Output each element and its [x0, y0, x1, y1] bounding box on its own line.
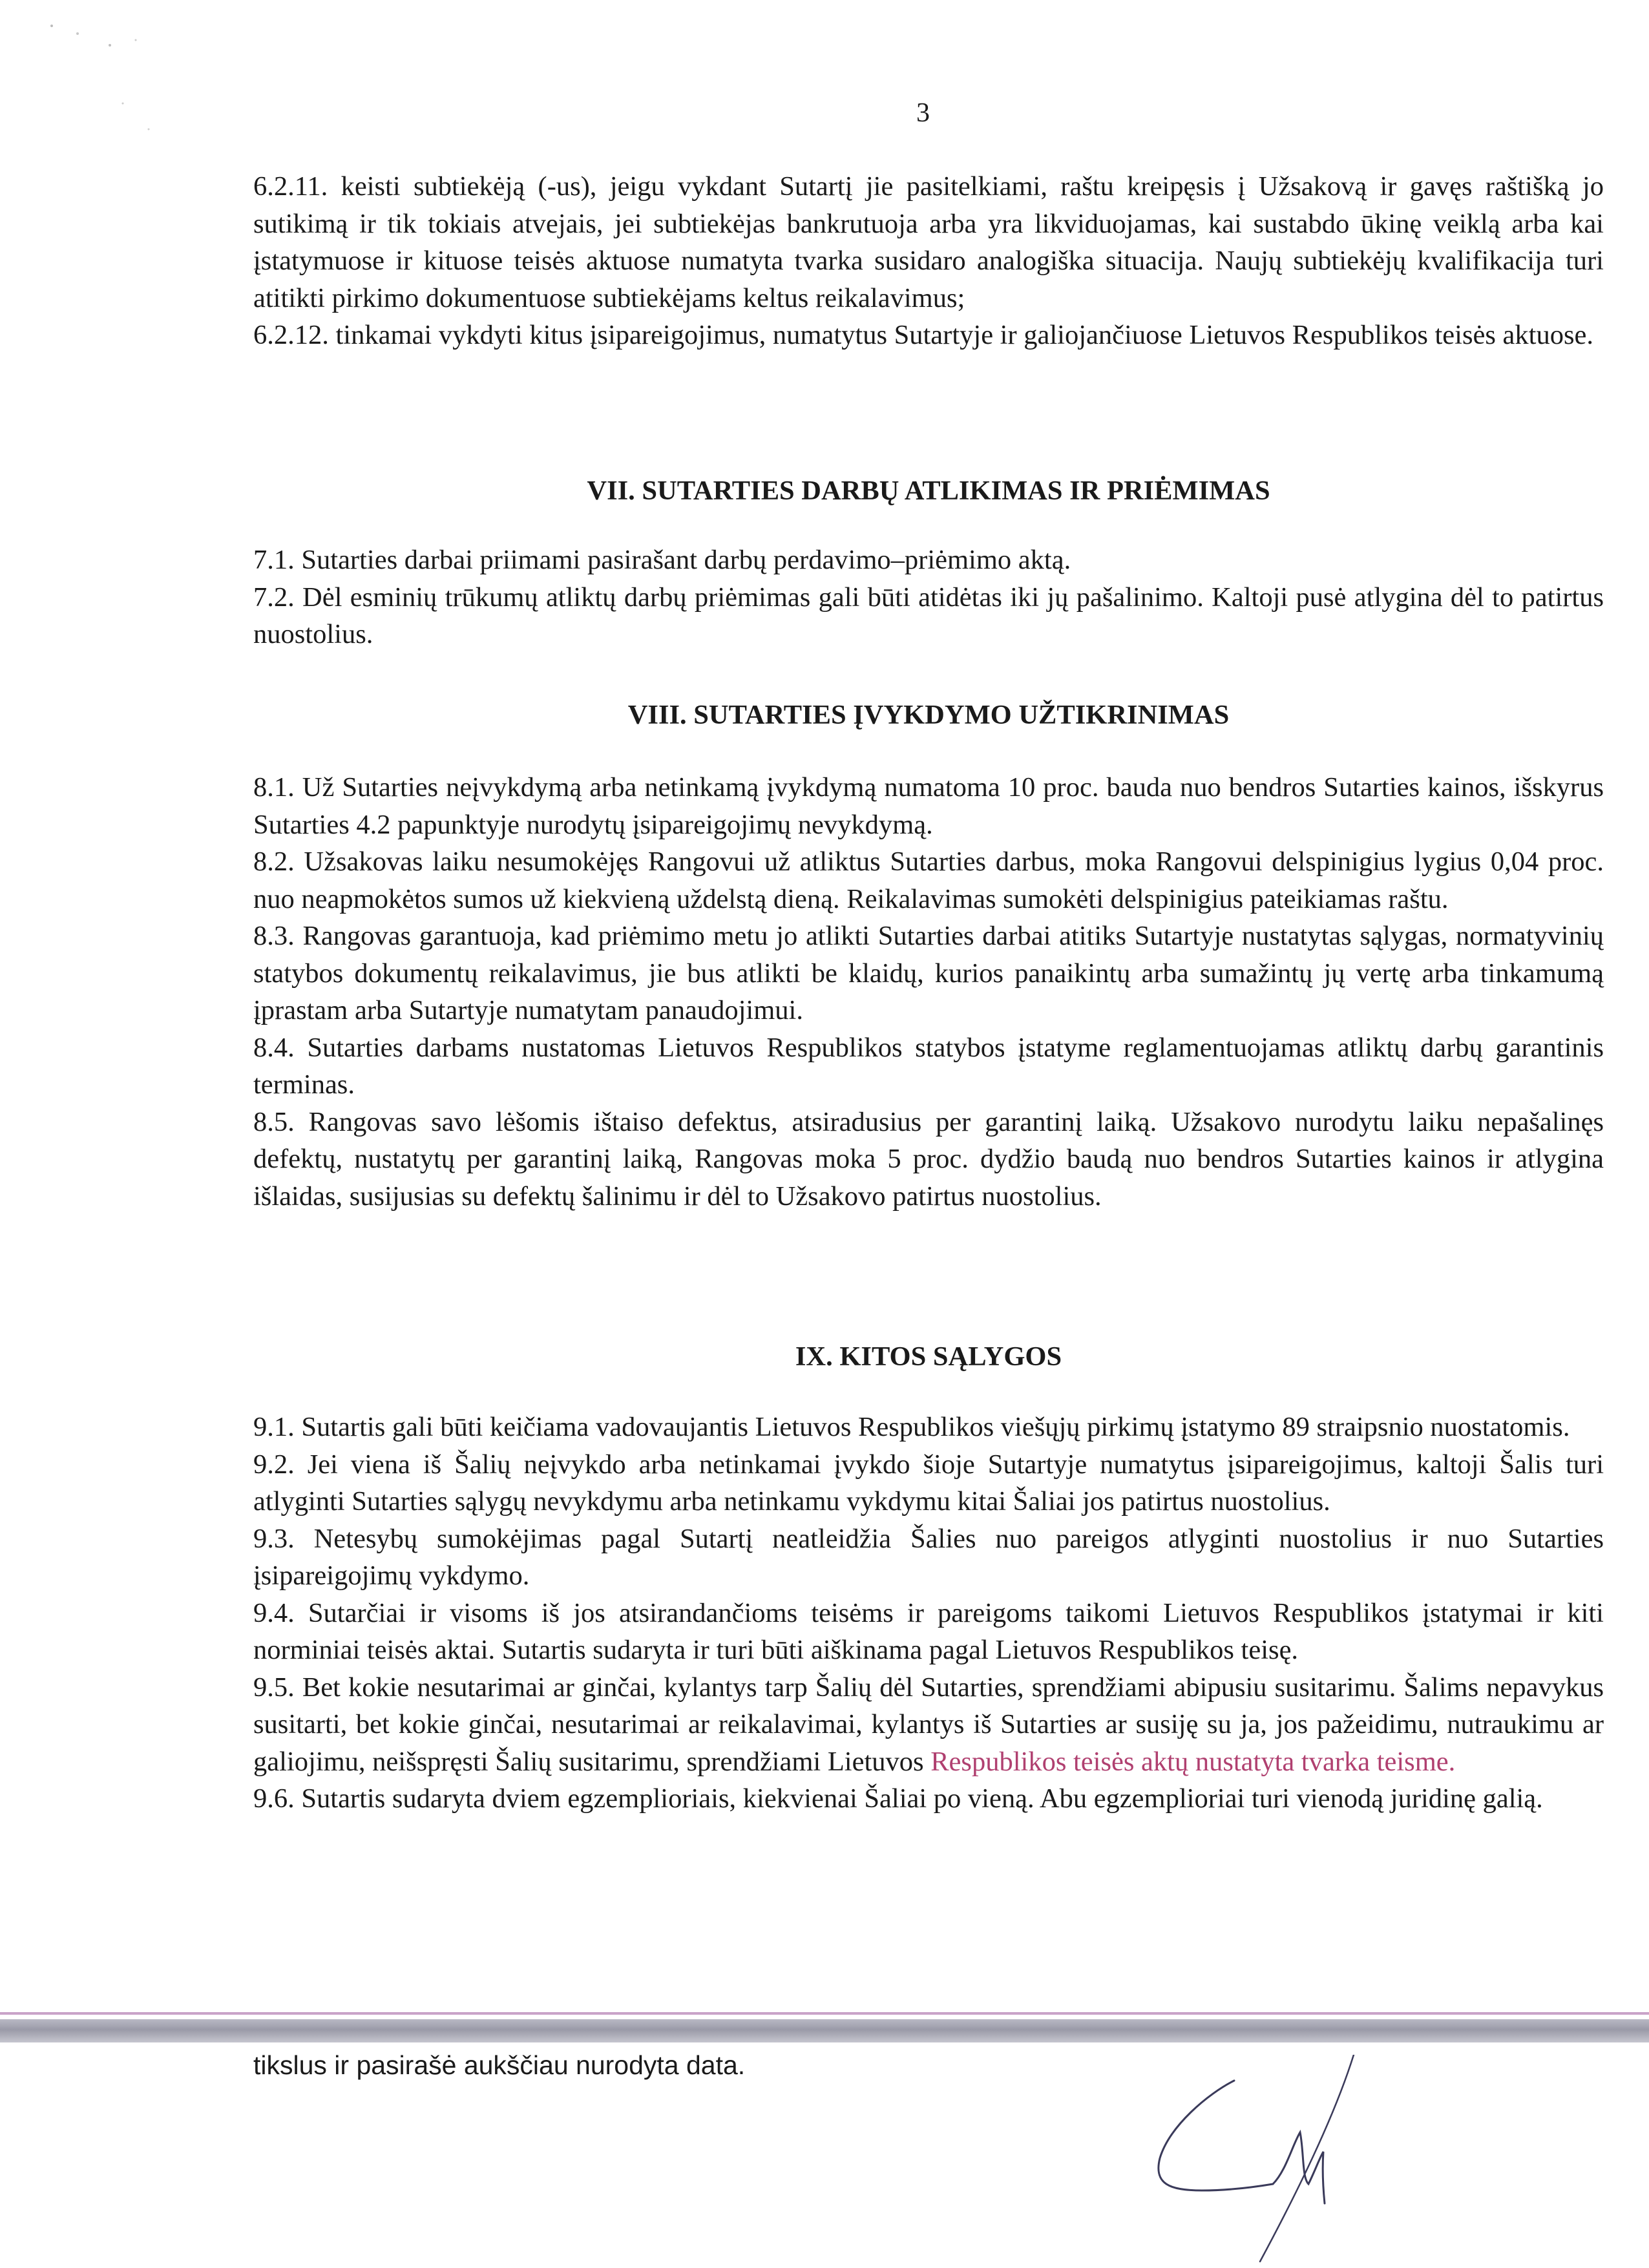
paragraph-9-3: 9.3. Netesybų sumokėjimas pagal Sutartį neatleidžia Šalies nuo pareigos atlyginti nuostolius ir nuo Sutarties įsipareigojimų vykdymo.: [253, 1523, 1604, 1591]
section-ix-heading: IX. KITOS SĄLYGOS: [795, 1341, 1062, 1372]
scan-artifact-line: [0, 2012, 1649, 2015]
paragraph-9-2: 9.2. Jei viena iš Šalių neįvykdo arba netinkamai įvykdo šioje Sutartyje numatytus įsipareigojimus, kaltoji Šalis turi atlyginti Sutarties sąlygų nevykdymu arba netinkamu vykdymu kitai Šaliai jos patirtus nuostolius.: [253, 1449, 1604, 1517]
paragraph-9-5-tail: Respublikos teisės aktų nustatyta tvarka teisme.: [930, 1746, 1456, 1777]
paragraph-8-4: 8.4. Sutarties darbams nustatomas Lietuvos Respublikos statybos įstatyme reglamentuojamas atliktų darbų garantinis terminas.: [253, 1032, 1604, 1100]
intro-block: [253, 168, 1604, 354]
section-viii-body: [253, 769, 1604, 1215]
section-ix-body: [253, 1409, 1604, 1818]
scan-speckles: [0, 0, 194, 168]
final-line: tikslus ir pasirašė aukščiau nurodyta data.: [253, 2050, 746, 2080]
paragraph-8-2: 8.2. Užsakovas laiku nesumokėjęs Rangovui už atliktus Sutarties darbus, moka Rangovui delspinigius lygius 0,04 proc. nuo neapmokėtos sumos už kiekvieną uždelstą dieną. Reikalavimas sumokėti delspinigius pateikiamas raštu.: [253, 846, 1604, 914]
paragraph-8-1: 8.1. Už Sutarties neįvykdymą arba netinkamą įvykdymą numatoma 10 proc. bauda nuo bendros Sutarties kainos, išskyrus Sutarties 4.2 papunktyje nurodytų įsipareigojimų nevykdymą.: [253, 772, 1604, 840]
paragraph-7-2: 7.2. Dėl esminių trūkumų atliktų darbų priėmimas gali būti atidėtas iki jų pašalinimo. Kaltoji pusė atlygina dėl to patirtus nuostolius.: [253, 582, 1604, 649]
paragraph-9-5-main: 9.5. Bet kokie nesutarimai ar ginčai, kylantys tarp Šalių dėl Sutarties, sprendžiami abipusiu susitarimu. Šalims nepavykus susitarti, bet kokie ginčai, nesutarimai ar reikalavimai, kylantys iš Sutarties ar susiję su ja, jos pažeidimu, nutraukimu ar galiojimu, neišspręsti Šalių susitarimu, sprendžiami Lietuvos: [253, 1672, 1604, 1777]
handwritten-signature: [1131, 2055, 1402, 2268]
section-vii-heading: VII. SUTARTIES DARBŲ ATLIKIMAS IR PRIĖMIMAS: [587, 476, 1270, 506]
paragraph-8-5: 8.5. Rangovas savo lėšomis ištaiso defektus, atsiradusius per garantinį laiką. Užsakovo nurodytu laiku nepašalinęs defektų, nustatytų per garantinį laiką, Rangovas moka 5 proc. dydžio baudą nuo bendros Sutarties kainos ir atlygina išlaidas, susijusias su defektų šalinimu ir dėl to Užsakovo patirtus nuostolius.: [253, 1106, 1604, 1212]
paragraph-9-1: 9.1. Sutartis gali būti keičiama vadovaujantis Lietuvos Respublikos viešųjų pirkimų įstatymo 89 straipsnio nuostatomis.: [253, 1412, 1570, 1442]
paragraph-7-1: 7.1. Sutarties darbai priimami pasirašant darbų perdavimo–priėmimo aktą.: [253, 545, 1071, 575]
section-viii-heading: VIII. SUTARTIES ĮVYKDYMO UŽTIKRINIMAS: [627, 700, 1230, 730]
paragraph-9-5: [253, 1669, 1604, 1781]
paragraph-6-2-12: 6.2.12. tinkamai vykdyti kitus įsipareigojimus, numatytus Sutartyje ir galiojančiuose Lietuvos Respublikos teisės aktuose.: [253, 320, 1593, 350]
section-vii-body: [253, 541, 1604, 653]
paragraph-6-2-11: 6.2.11. keisti subtiekėją (-us), jeigu vykdant Sutartį jie pasitelkiami, raštu kreipęsis į Užsakovą ir gavęs raštišką jo sutikimą ir tik tokiais atvejais, jei subtiekėjas bankrutuoja arba yra likviduojamas, kai sustabdo ūkinę veiklą arba kai įstatymuose ir kituose teisės aktuose numatyta tvarka susidaro analogiška situacija. Naujų subtiekėjų kvalifikacija turi atitikti pirkimo dokumentuose subtiekėjams keltus reikalavimus;: [253, 171, 1604, 313]
paragraph-9-6: 9.6. Sutartis sudaryta dviem egzemplioriais, kiekvienai Šaliai po vieną. Abu egzemplioriai turi vienodą juridinę galią.: [253, 1783, 1543, 1814]
scan-artifact-band: [0, 2019, 1649, 2042]
paragraph-8-3: 8.3. Rangovas garantuoja, kad priėmimo metu jo atlikti Sutarties darbai atitiks Sutartyje nustatytas sąlygas, normatyvinių statybos dokumentų reikalavimus, jie bus atlikti be klaidų, kurios panaikintų arba sumažintų jų vertę arba tinkamumą įprastam arba Sutartyje numatytam panaudojimui.: [253, 921, 1604, 1025]
page-number: 3: [916, 98, 930, 128]
paragraph-9-4: 9.4. Sutarčiai ir visoms iš jos atsirandančioms teisėms ir pareigoms taikomi Lietuvos Respublikos įstatymai ir kiti norminiai teisės aktai. Sutartis sudaryta ir turi būti aiškinama pagal Lietuvos Respublikos teisę.: [253, 1597, 1604, 1665]
